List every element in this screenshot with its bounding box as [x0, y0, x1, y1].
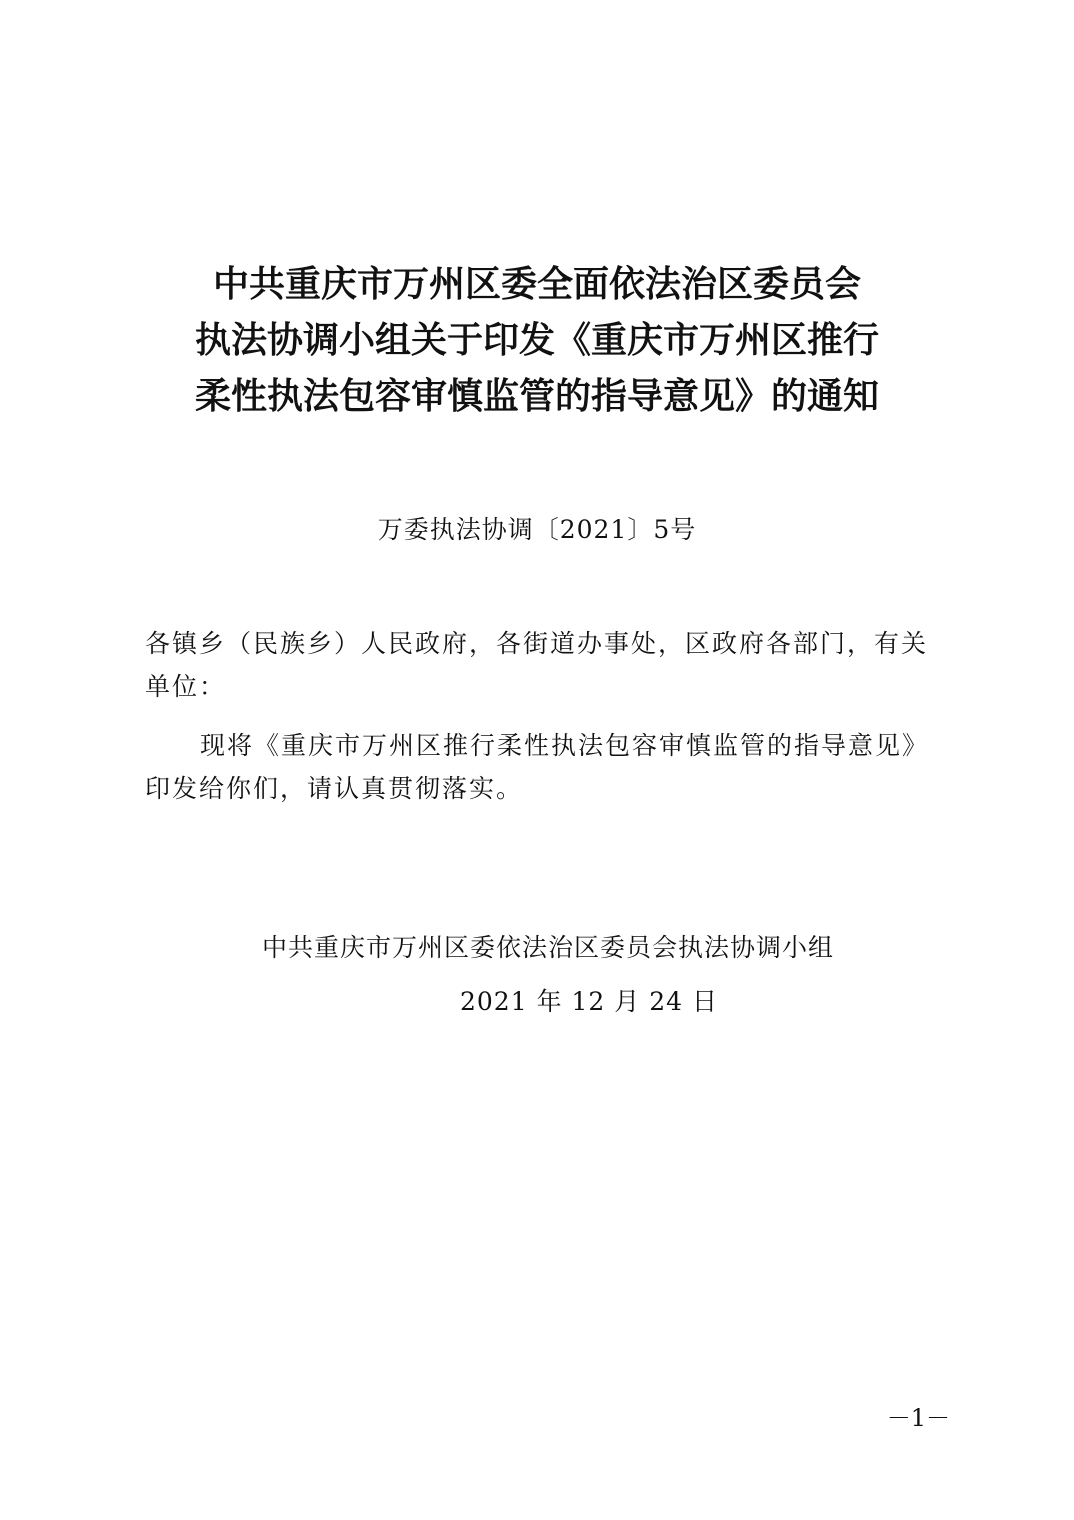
- body-paragraph: 现将《重庆市万州区推行柔性执法包容审慎监管的指导意见》印发给你们，请认真贯彻落实。: [145, 731, 930, 803]
- title-line-3: 柔性执法包容审慎监管的指导意见》的通知: [194, 375, 879, 417]
- title-line-1: 中共重庆市万州区委全面依法治区委员会: [212, 263, 861, 305]
- document-number: 万委执法协调〔2021〕5号: [377, 515, 697, 544]
- signature-organization: 中共重庆市万州区委依法治区委员会执法协调小组: [262, 933, 835, 962]
- title-line-2: 执法协调小组关于印发《重庆市万州区推行: [194, 319, 879, 361]
- page-number: －1－: [886, 1404, 950, 1432]
- addressee: 各镇乡（民族乡）人民政府，各街道办事处，区政府各部门，有关单位：: [145, 629, 929, 701]
- document-title: [0, 256, 1074, 424]
- signature-date: 2021 年 12 月 24 日: [460, 987, 718, 1016]
